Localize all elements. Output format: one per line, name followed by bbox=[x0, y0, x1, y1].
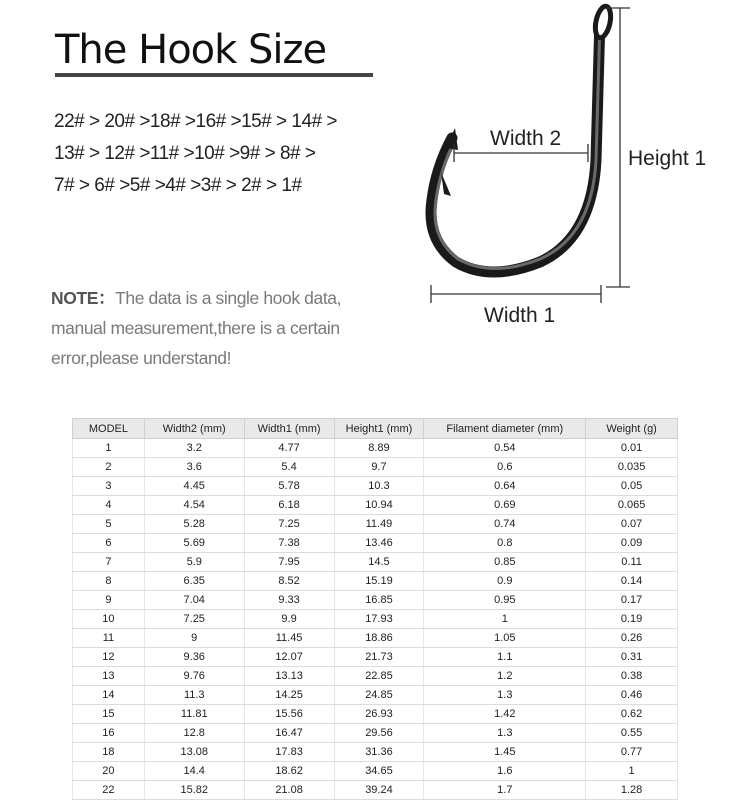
table-cell: 16 bbox=[73, 724, 145, 743]
table-cell: 14.25 bbox=[244, 686, 334, 705]
width1-label: Width 1 bbox=[484, 304, 556, 327]
table-cell: 0.64 bbox=[424, 477, 586, 496]
table-cell: 3.6 bbox=[144, 458, 244, 477]
table-cell: 9.76 bbox=[144, 667, 244, 686]
table-cell: 2 bbox=[73, 458, 145, 477]
table-cell: 0.035 bbox=[586, 458, 678, 477]
table-cell: 15.19 bbox=[334, 572, 424, 591]
table-cell: 1 bbox=[424, 610, 586, 629]
table-cell: 8.52 bbox=[244, 572, 334, 591]
table-cell: 11 bbox=[73, 629, 145, 648]
hook-diagram bbox=[0, 0, 750, 380]
note-line-1: The data is a single hook data, bbox=[115, 288, 342, 308]
table-cell: 3.2 bbox=[144, 439, 244, 458]
table-cell: 5.9 bbox=[144, 553, 244, 572]
table-cell: 5.69 bbox=[144, 534, 244, 553]
table-cell: 34.65 bbox=[334, 762, 424, 781]
table-cell: 7 bbox=[73, 553, 145, 572]
table-cell: 22.85 bbox=[334, 667, 424, 686]
table-cell: 10.3 bbox=[334, 477, 424, 496]
table-row bbox=[73, 591, 678, 610]
column-header: MODEL bbox=[73, 419, 145, 439]
table-cell: 1 bbox=[73, 439, 145, 458]
table-cell: 15.56 bbox=[244, 705, 334, 724]
table-cell: 6.35 bbox=[144, 572, 244, 591]
table-cell: 0.065 bbox=[586, 496, 678, 515]
table-cell: 16.47 bbox=[244, 724, 334, 743]
table-row bbox=[73, 686, 678, 705]
table-cell: 0.62 bbox=[586, 705, 678, 724]
column-header: Width2 (mm) bbox=[144, 419, 244, 439]
table-cell: 9.36 bbox=[144, 648, 244, 667]
height1-dimension-line bbox=[606, 8, 630, 287]
table-cell: 1.7 bbox=[424, 781, 586, 800]
table-cell: 6.18 bbox=[244, 496, 334, 515]
table-cell: 4.45 bbox=[144, 477, 244, 496]
table-cell: 18.86 bbox=[334, 629, 424, 648]
table-cell: 10 bbox=[73, 610, 145, 629]
table-row bbox=[73, 705, 678, 724]
table-cell: 8 bbox=[73, 572, 145, 591]
table-row bbox=[73, 477, 678, 496]
table-row bbox=[73, 781, 678, 800]
table-cell: 0.85 bbox=[424, 553, 586, 572]
table-cell: 18.62 bbox=[244, 762, 334, 781]
table-cell: 11.81 bbox=[144, 705, 244, 724]
table-cell: 26.93 bbox=[334, 705, 424, 724]
table-cell: 1.42 bbox=[424, 705, 586, 724]
table-cell: 11.45 bbox=[244, 629, 334, 648]
table-row bbox=[73, 458, 678, 477]
table-cell: 13.13 bbox=[244, 667, 334, 686]
table-cell: 12 bbox=[73, 648, 145, 667]
table-cell: 0.74 bbox=[424, 515, 586, 534]
table-cell: 0.07 bbox=[586, 515, 678, 534]
table-cell: 5.28 bbox=[144, 515, 244, 534]
table-row bbox=[73, 648, 678, 667]
table-cell: 11.3 bbox=[144, 686, 244, 705]
table-cell: 14.4 bbox=[144, 762, 244, 781]
table-cell: 0.14 bbox=[586, 572, 678, 591]
table-cell: 0.26 bbox=[586, 629, 678, 648]
table-cell: 12.8 bbox=[144, 724, 244, 743]
table-cell: 3 bbox=[73, 477, 145, 496]
table-cell: 1.45 bbox=[424, 743, 586, 762]
table-cell: 29.56 bbox=[334, 724, 424, 743]
table-cell: 0.69 bbox=[424, 496, 586, 515]
table-cell: 15.82 bbox=[144, 781, 244, 800]
table-row bbox=[73, 572, 678, 591]
table-cell: 16.85 bbox=[334, 591, 424, 610]
table-cell: 4.54 bbox=[144, 496, 244, 515]
table-cell: 1.2 bbox=[424, 667, 586, 686]
table-cell: 20 bbox=[73, 762, 145, 781]
table-row bbox=[73, 724, 678, 743]
table-cell: 1.3 bbox=[424, 686, 586, 705]
table-cell: 7.25 bbox=[144, 610, 244, 629]
note-line-2: manual measurement,there is a certain bbox=[51, 318, 340, 338]
width1-dimension-line bbox=[431, 285, 601, 303]
table-cell: 12.07 bbox=[244, 648, 334, 667]
table-cell: 6 bbox=[73, 534, 145, 553]
table-cell: 7.95 bbox=[244, 553, 334, 572]
table-cell: 0.09 bbox=[586, 534, 678, 553]
table-cell: 21.08 bbox=[244, 781, 334, 800]
size-order-line: 7# > 6# >5# >4# >3# > 2# > 1# bbox=[54, 175, 302, 196]
table-cell: 1.6 bbox=[424, 762, 586, 781]
table-cell: 9.7 bbox=[334, 458, 424, 477]
table-cell: 13.46 bbox=[334, 534, 424, 553]
table-cell: 4.77 bbox=[244, 439, 334, 458]
table-cell: 0.31 bbox=[586, 648, 678, 667]
hook-size-table-container bbox=[72, 418, 678, 800]
table-cell: 17.83 bbox=[244, 743, 334, 762]
table-cell: 5.78 bbox=[244, 477, 334, 496]
width2-label: Width 2 bbox=[490, 127, 562, 150]
column-header: Height1 (mm) bbox=[334, 419, 424, 439]
table-row bbox=[73, 515, 678, 534]
table-cell: 0.55 bbox=[586, 724, 678, 743]
note-line-3: error,please understand! bbox=[51, 348, 232, 368]
table-cell: 0.17 bbox=[586, 591, 678, 610]
table-cell: 1.28 bbox=[586, 781, 678, 800]
table-cell: 0.46 bbox=[586, 686, 678, 705]
note-label: NOTE： bbox=[51, 288, 116, 308]
table-cell: 7.04 bbox=[144, 591, 244, 610]
hook-size-table bbox=[72, 418, 678, 800]
table-cell: 0.9 bbox=[424, 572, 586, 591]
table-row bbox=[73, 534, 678, 553]
table-cell: 31.36 bbox=[334, 743, 424, 762]
table-cell: 24.85 bbox=[334, 686, 424, 705]
table-cell: 0.19 bbox=[586, 610, 678, 629]
table-row bbox=[73, 762, 678, 781]
table-cell: 21.73 bbox=[334, 648, 424, 667]
size-order-line: 13# > 12# >11# >10# >9# > 8# > bbox=[54, 143, 316, 164]
table-cell: 1 bbox=[586, 762, 678, 781]
table-row bbox=[73, 553, 678, 572]
table-cell: 9.9 bbox=[244, 610, 334, 629]
table-cell: 11.49 bbox=[334, 515, 424, 534]
table-cell: 0.95 bbox=[424, 591, 586, 610]
table-cell: 0.77 bbox=[586, 743, 678, 762]
table-cell: 22 bbox=[73, 781, 145, 800]
table-cell: 9 bbox=[144, 629, 244, 648]
table-cell: 39.24 bbox=[334, 781, 424, 800]
page-title: The Hook Size bbox=[55, 27, 327, 73]
table-cell: 9 bbox=[73, 591, 145, 610]
table-cell: 5 bbox=[73, 515, 145, 534]
table-cell: 14 bbox=[73, 686, 145, 705]
table-cell: 0.38 bbox=[586, 667, 678, 686]
table-cell: 7.38 bbox=[244, 534, 334, 553]
column-header: Weight (g) bbox=[586, 419, 678, 439]
table-cell: 17.93 bbox=[334, 610, 424, 629]
table-cell: 18 bbox=[73, 743, 145, 762]
table-row bbox=[73, 496, 678, 515]
table-cell: 1.3 bbox=[424, 724, 586, 743]
table-cell: 13.08 bbox=[144, 743, 244, 762]
table-cell: 0.54 bbox=[424, 439, 586, 458]
table-row bbox=[73, 743, 678, 762]
table-cell: 10.94 bbox=[334, 496, 424, 515]
table-row bbox=[73, 439, 678, 458]
table-cell: 1.1 bbox=[424, 648, 586, 667]
table-cell: 0.01 bbox=[586, 439, 678, 458]
table-cell: 14.5 bbox=[334, 553, 424, 572]
table-cell: 9.33 bbox=[244, 591, 334, 610]
table-cell: 0.05 bbox=[586, 477, 678, 496]
table-cell: 0.6 bbox=[424, 458, 586, 477]
table-cell: 1.05 bbox=[424, 629, 586, 648]
table-row bbox=[73, 629, 678, 648]
height1-label: Height 1 bbox=[628, 147, 707, 170]
table-cell: 13 bbox=[73, 667, 145, 686]
table-cell: 4 bbox=[73, 496, 145, 515]
table-row bbox=[73, 610, 678, 629]
table-row bbox=[73, 667, 678, 686]
column-header: Width1 (mm) bbox=[244, 419, 334, 439]
table-cell: 7.25 bbox=[244, 515, 334, 534]
size-order-line: 22# > 20# >18# >16# >15# > 14# > bbox=[54, 111, 338, 132]
table-cell: 5.4 bbox=[244, 458, 334, 477]
table-cell: 15 bbox=[73, 705, 145, 724]
table-header-row bbox=[73, 419, 678, 439]
table-cell: 0.11 bbox=[586, 553, 678, 572]
table-cell: 0.8 bbox=[424, 534, 586, 553]
column-header: Filament diameter (mm) bbox=[424, 419, 586, 439]
table-cell: 8.89 bbox=[334, 439, 424, 458]
table-body bbox=[73, 439, 678, 800]
